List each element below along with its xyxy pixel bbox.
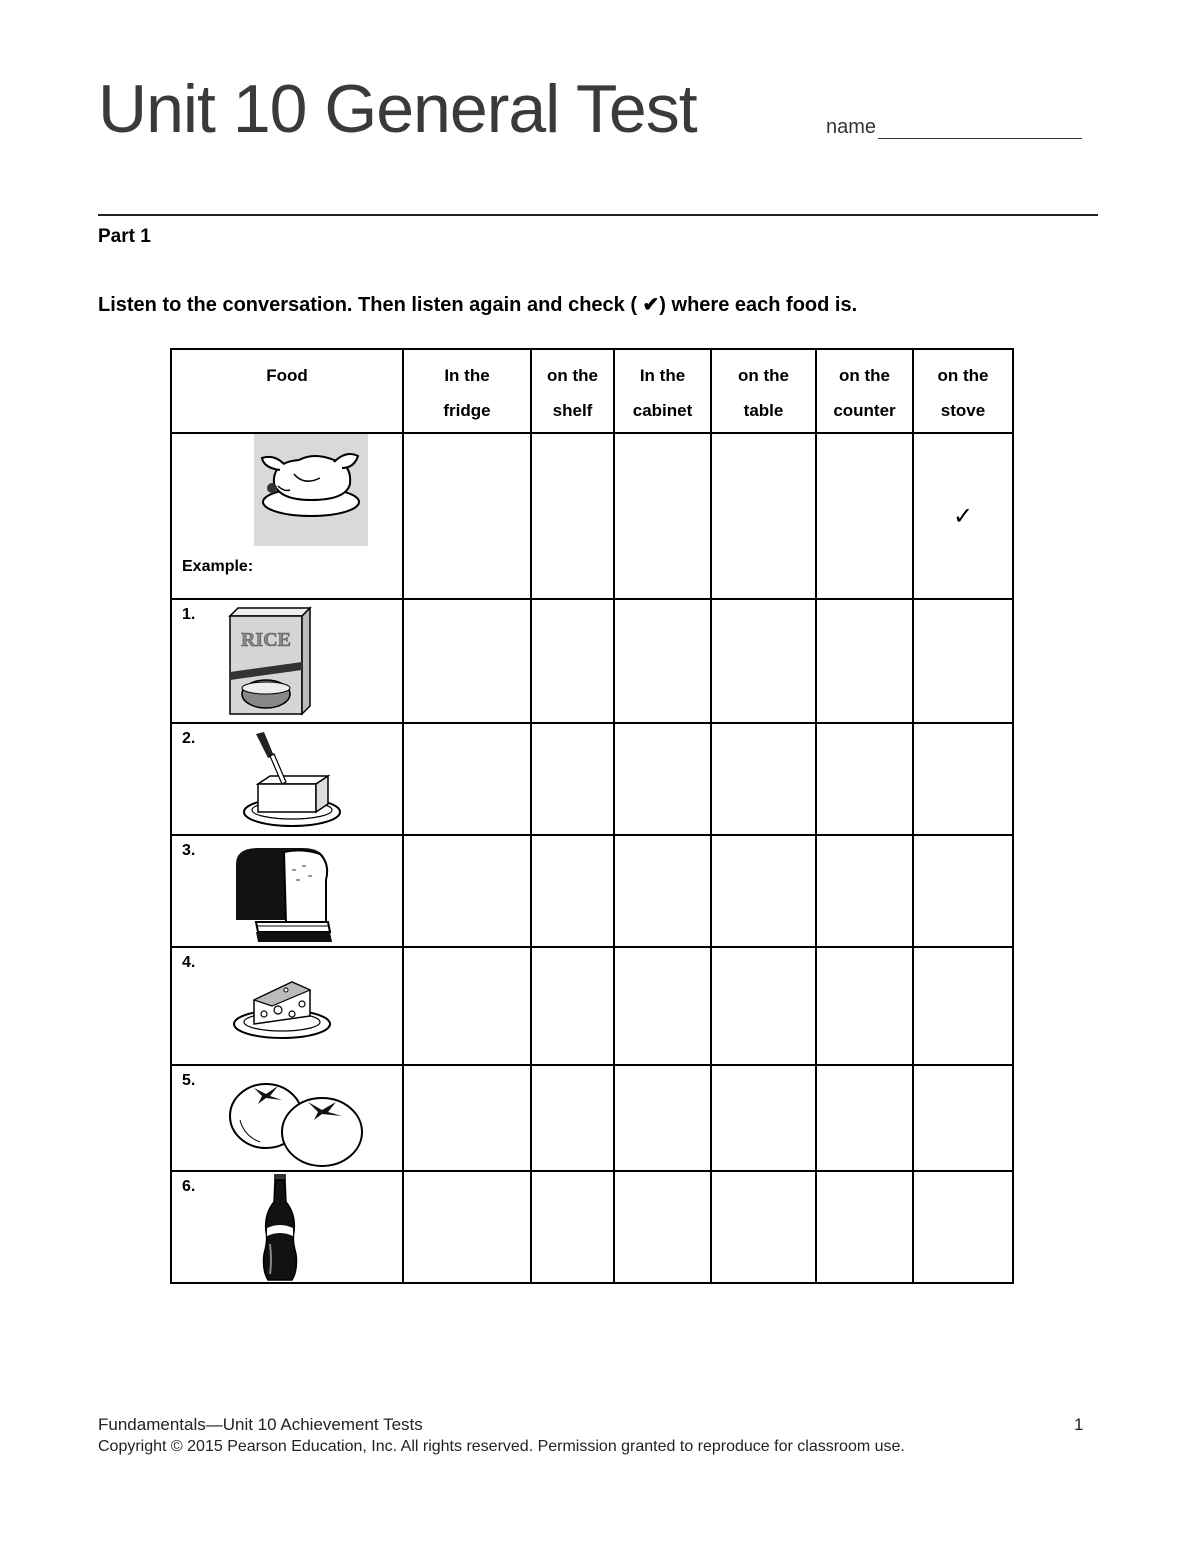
name-field[interactable]: [826, 116, 1082, 139]
item-number: 4.: [182, 954, 196, 971]
table-row: [171, 947, 1013, 1065]
answer-cell[interactable]: [711, 723, 816, 835]
answer-cell[interactable]: [711, 433, 816, 599]
roast-chicken-icon: [254, 434, 368, 551]
answer-cell[interactable]: [614, 835, 711, 947]
answer-cell[interactable]: [711, 599, 816, 723]
table-row: [171, 835, 1013, 947]
food-cell: [171, 599, 403, 723]
answer-cell[interactable]: [403, 1171, 531, 1283]
table-header-row: [171, 349, 1013, 433]
answer-cell[interactable]: [913, 947, 1013, 1065]
page-title: Unit 10 General Test: [98, 71, 697, 147]
answer-cell[interactable]: [816, 723, 913, 835]
answer-cell[interactable]: [614, 947, 711, 1065]
column-header-fridge: In the fridge: [403, 349, 531, 433]
cheese-icon: [230, 976, 334, 1051]
answer-cell[interactable]: [816, 599, 913, 723]
food-cell: [171, 1065, 403, 1171]
item-number: 3.: [182, 842, 196, 859]
column-header-stove: on the stove: [913, 349, 1013, 433]
answer-cell[interactable]: [711, 1065, 816, 1171]
table-row: [171, 723, 1013, 835]
answer-cell[interactable]: [403, 1065, 531, 1171]
column-header-shelf: on the shelf: [531, 349, 614, 433]
butter-icon: [240, 728, 350, 837]
item-number: 6.: [182, 1178, 196, 1195]
food-cell: [171, 947, 403, 1065]
answer-cell[interactable]: [614, 1065, 711, 1171]
table-row: [171, 1065, 1013, 1171]
column-header-counter: on the counter: [816, 349, 913, 433]
answer-cell[interactable]: [531, 835, 614, 947]
answer-cell[interactable]: [531, 433, 614, 599]
table-row: [171, 599, 1013, 723]
answer-cell[interactable]: [403, 723, 531, 835]
answer-cell[interactable]: [913, 723, 1013, 835]
page-number: 1: [1074, 1415, 1084, 1434]
food-location-table: [170, 348, 1014, 1284]
answer-cell[interactable]: [531, 947, 614, 1065]
table-row: [171, 1171, 1013, 1283]
rice-label: RICE: [240, 629, 292, 651]
answer-cell[interactable]: [531, 1065, 614, 1171]
answer-cell[interactable]: [913, 835, 1013, 947]
food-cell: [171, 835, 403, 947]
answer-cell[interactable]: [531, 599, 614, 723]
tomatoes-icon: [224, 1076, 368, 1175]
food-cell: [171, 433, 403, 599]
food-cell: [171, 723, 403, 835]
answer-cell[interactable]: [816, 835, 913, 947]
soda-bottle-icon: [258, 1174, 302, 1287]
footer-title: Fundamentals—Unit 10 Achievement Tests: [98, 1415, 423, 1434]
rice-box-icon: [222, 604, 314, 721]
column-header-food: Food: [171, 349, 403, 433]
name-blank[interactable]: [878, 118, 1082, 139]
part-heading: Part 1: [98, 226, 151, 247]
footer-copyright: Copyright © 2015 Pearson Education, Inc. All rights reserved. Permission granted to reproduce for classroom use.: [98, 1438, 905, 1455]
column-header-cabinet: In the cabinet: [614, 349, 711, 433]
answer-cell[interactable]: [711, 1171, 816, 1283]
name-label: name: [826, 116, 877, 138]
answer-cell[interactable]: [816, 1171, 913, 1283]
table-row: [171, 433, 1013, 599]
answer-cell[interactable]: [614, 1171, 711, 1283]
answer-cell[interactable]: [913, 1065, 1013, 1171]
answer-cell[interactable]: [711, 947, 816, 1065]
check-mark-icon: ✓: [952, 502, 974, 530]
answer-cell[interactable]: [816, 1065, 913, 1171]
answer-cell[interactable]: [816, 433, 913, 599]
item-number: 2.: [182, 730, 196, 747]
food-cell: [171, 1171, 403, 1283]
answer-cell[interactable]: [913, 599, 1013, 723]
answer-cell[interactable]: [614, 433, 711, 599]
divider: [98, 214, 1098, 216]
answer-cell[interactable]: [913, 1171, 1013, 1283]
answer-cell[interactable]: [614, 599, 711, 723]
answer-cell[interactable]: [614, 723, 711, 835]
answer-cell[interactable]: [816, 947, 913, 1065]
answer-cell[interactable]: [531, 1171, 614, 1283]
example-label: Example:: [182, 558, 254, 575]
item-number: 5.: [182, 1072, 196, 1089]
instructions: Listen to the conversation. Then listen again and check ( ✔) where each food is.: [98, 294, 858, 316]
column-header-table: on the table: [711, 349, 816, 433]
answer-cell[interactable]: [403, 947, 531, 1065]
answer-cell[interactable]: [403, 433, 531, 599]
answer-cell[interactable]: [403, 599, 531, 723]
item-number: 1.: [182, 606, 196, 623]
bread-icon: [232, 840, 338, 951]
answer-cell[interactable]: [403, 835, 531, 947]
answer-cell-example-check[interactable]: [913, 433, 1013, 599]
answer-cell[interactable]: [711, 835, 816, 947]
answer-cell[interactable]: [531, 723, 614, 835]
